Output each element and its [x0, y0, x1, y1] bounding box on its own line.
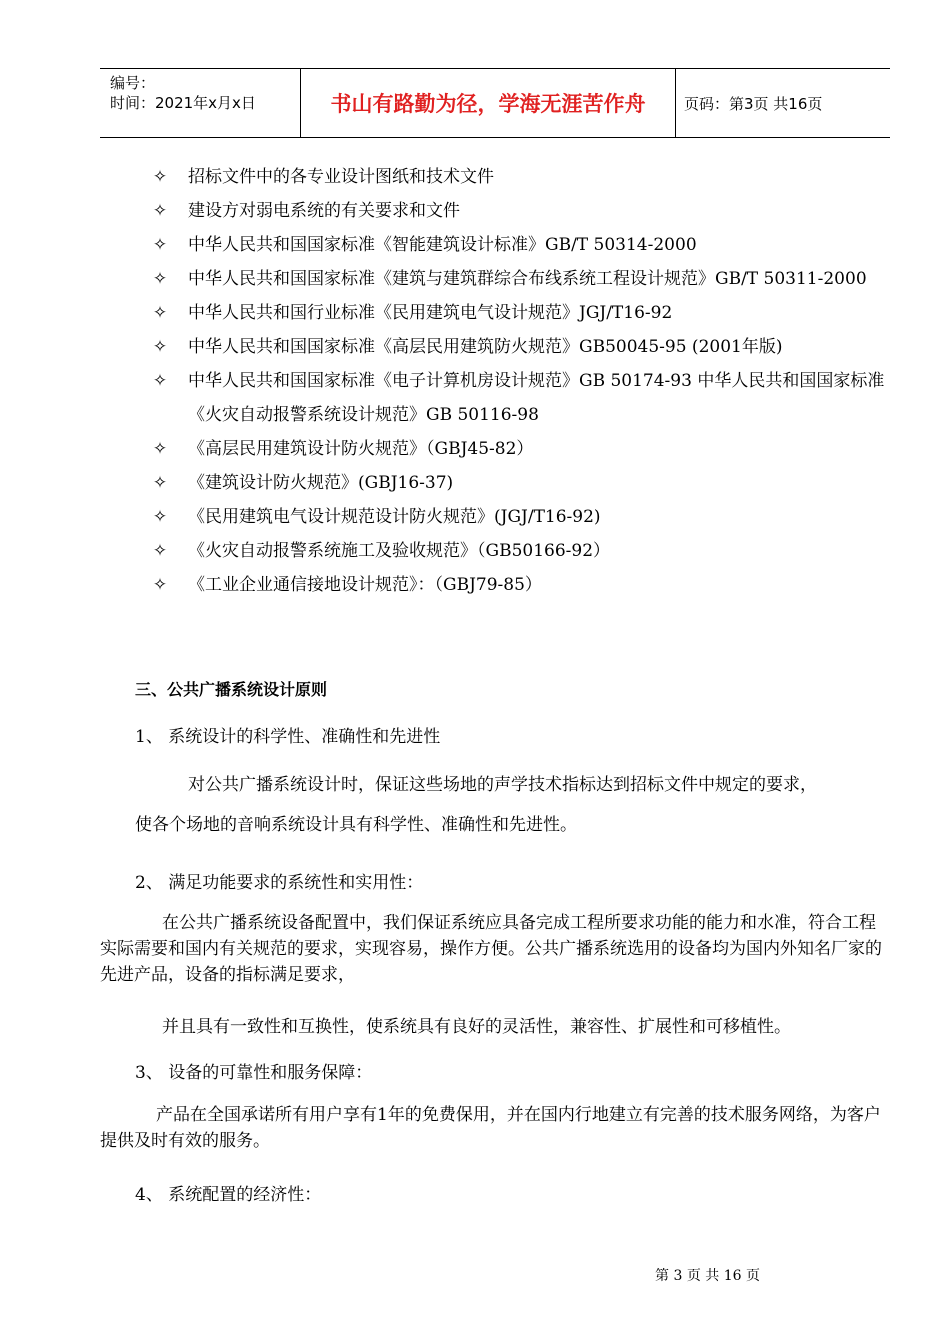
paragraph: 使各个场地的音响系统设计具有科学性、准确性和先进性。 — [135, 815, 577, 835]
list-item: ✧ 《建筑设计防火规范》(GBJ16-37) — [150, 466, 895, 500]
list-item: ✧ 《火灾自动报警系统施工及验收规范》（GB50166-92） — [150, 534, 895, 568]
paragraph: 产品在全国承诺所有用户享有1年的免费保用，并在国内行地建立有完善的技术服务网络，为客户提供及时有效的服务。 — [100, 1105, 881, 1151]
section-title: 三、公共广播系统设计原则 — [135, 680, 328, 699]
header-motto: 书山有路勤为径，学海无涯苦作舟 — [301, 69, 676, 137]
item-heading: 1、 系统设计的科学性、准确性和先进性 — [135, 727, 441, 747]
header-page-label: 页码：第3页 共16页 — [684, 94, 823, 113]
paragraph: 并且具有一致性和互换性，使系统具有良好的灵活性，兼容性、扩展性和可移植性。 — [162, 1017, 791, 1037]
list-item: ✧ 中华人民共和国国家标准《建筑与建筑群综合布线系统工程设计规范》GB/T 50311-2000 — [150, 262, 895, 296]
diamond-bullet-icon: ✧ — [152, 575, 168, 595]
list-item: ✧ 中华人民共和国行业标准《民用建筑电气设计规范》JGJ/T16-92 — [150, 296, 895, 330]
diamond-bullet-icon: ✧ — [152, 201, 168, 221]
paragraph: 对公共广播系统设计时，保证这些场地的声学技术指标达到招标文件中规定的要求， — [188, 775, 817, 795]
diamond-bullet-icon: ✧ — [152, 235, 168, 255]
list-item: ✧ 招标文件中的各专业设计图纸和技术文件 — [150, 160, 895, 194]
diamond-bullet-icon: ✧ — [152, 167, 168, 187]
list-item: ✧ 《高层民用建筑设计防火规范》（GBJ45-82） — [150, 432, 895, 466]
page-number: 第 3 页 共 16 页 — [655, 1268, 760, 1284]
item-heading: 4、 系统配置的经济性： — [135, 1185, 322, 1205]
diamond-bullet-icon: ✧ — [152, 337, 168, 357]
list-item: ✧ 《民用建筑电气设计规范设计防火规范》(JGJ/T16-92) — [150, 500, 895, 534]
diamond-bullet-icon: ✧ — [152, 371, 168, 391]
item-heading: 3、 设备的可靠性和服务保障： — [135, 1063, 373, 1083]
document-number-label: 编号： — [110, 74, 156, 92]
diamond-bullet-icon: ✧ — [152, 507, 168, 527]
paragraph: 在公共广播系统设备配置中，我们保证系统应具备完成工程所要求功能的能力和水准，符合工程实际需要和国内有关规范的要求，实现容易，操作方便。公共广播系统选用的设备均为国内外知名厂家的先进产品，设备的指标满足要求， — [100, 913, 882, 985]
list-item: ✧ 中华人民共和国国家标准《高层民用建筑防火规范》GB50045-95 (2001年版) — [150, 330, 895, 364]
list-item: ✧ 中华人民共和国国家标准《智能建筑设计标准》GB/T 50314-2000 — [150, 228, 895, 262]
item-heading: 2、 满足功能要求的系统性和实用性： — [135, 873, 424, 893]
page-footer — [0, 1265, 950, 1285]
document-time-label: 时间：2021年x月x日 — [110, 94, 256, 112]
list-item: ✧ 中华人民共和国国家标准《电子计算机房设计规范》GB 50174-93 中华人民共和国国家标准《火灾自动报警系统设计规范》GB 50116-98 — [150, 364, 895, 432]
reference-list — [150, 160, 895, 602]
header-info-cell — [100, 69, 301, 137]
diamond-bullet-icon: ✧ — [152, 541, 168, 561]
list-item: ✧ 建设方对弱电系统的有关要求和文件 — [150, 194, 895, 228]
page-header — [100, 68, 890, 138]
diamond-bullet-icon: ✧ — [152, 269, 168, 289]
diamond-bullet-icon: ✧ — [152, 473, 168, 493]
list-item: ✧ 《工业企业通信接地设计规范》：（GBJ79-85） — [150, 568, 895, 602]
diamond-bullet-icon: ✧ — [152, 303, 168, 323]
diamond-bullet-icon: ✧ — [152, 439, 168, 459]
